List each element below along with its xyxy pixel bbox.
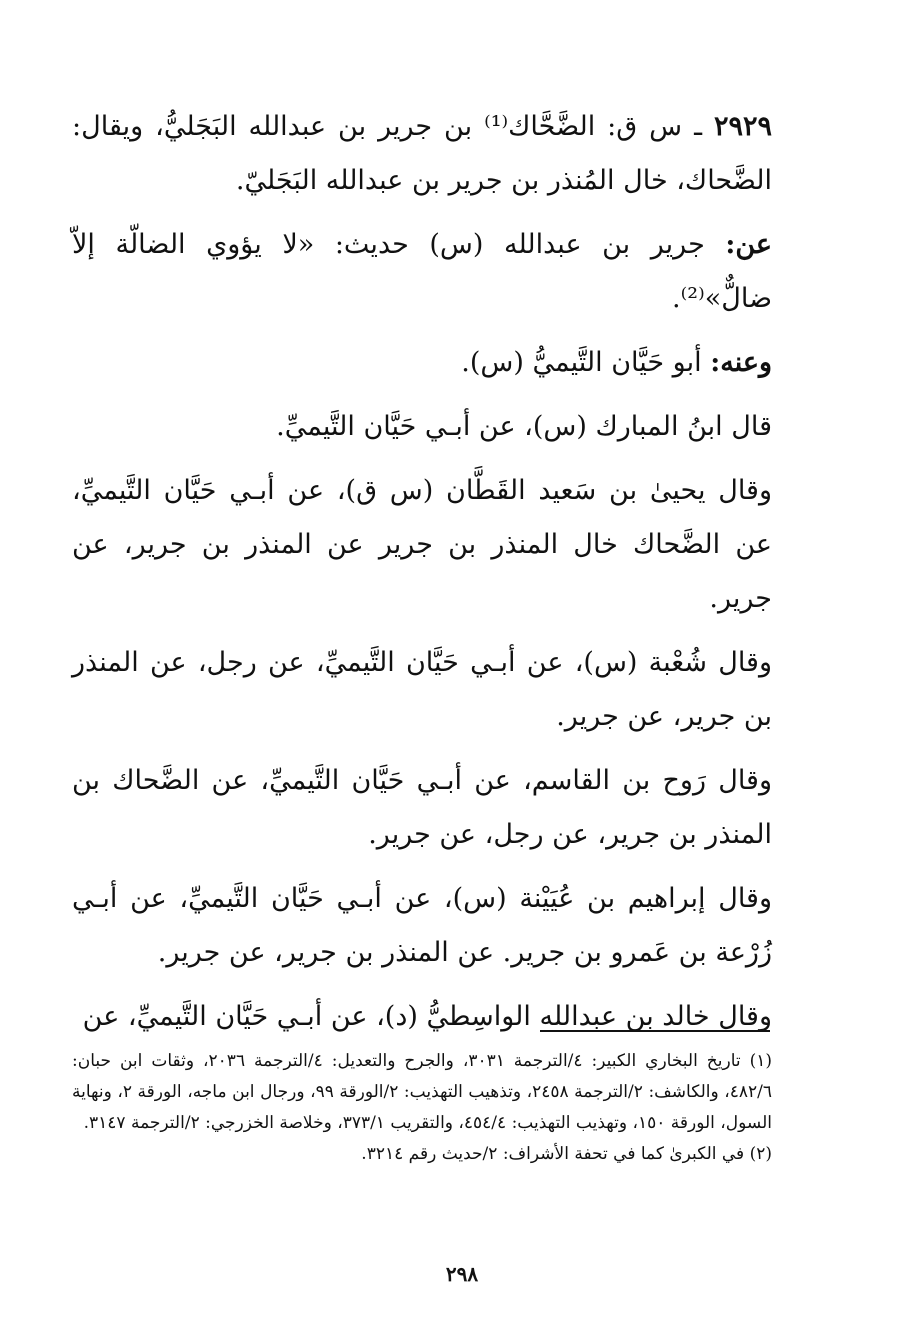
an-paragraph	[72, 218, 772, 326]
wanhu-paragraph	[72, 336, 772, 390]
entry-heading	[72, 100, 772, 208]
paragraph: قال ابنُ المبارك (س)، عن أبـي حَيَّان التَّيميِّ.	[276, 411, 772, 442]
wanhu-label: وعنه:	[710, 347, 772, 378]
paragraph: وقال شُعْبة (س)، عن أبـي حَيَّان التَّيميِّ، عن رجل، عن المنذر بن جرير، عن جرير.	[72, 647, 772, 732]
footnote-divider	[540, 1030, 770, 1032]
footnote: (٢) في الكبرىٰ كما في تحفة الأشراف: ٢/حديث رقم ٣٢١٤.	[361, 1144, 772, 1164]
main-text	[72, 100, 772, 1054]
an-label: عن:	[725, 229, 772, 260]
footnotes	[72, 1046, 772, 1170]
footnote: (١) تاريخ البخاري الكبير: ٤/الترجمة ٣٠٣١، والجرح والتعديل: ٤/الترجمة ٢٠٣٦، وثقات ابن حبان: ٤٨٢/٦، والكاشف: ٢/الترجمة ٢٤٥٨، وتذهيب التهذيب: ٢/الورقة ٩٩، ورجال ابن ماجه، الورقة ٢، ونهاية السول، الورقة ١٥٠، وتهذيب التهذيب: ٤٥٤/٤، والتقريب ٣٧٣/١، وخلاصة الخزرجي: ٢/الترجمة ٣١٤٧.	[72, 1051, 773, 1133]
paragraph: وقال خالد بن عبدالله الواسِطيُّ (د)، عن أبـي حَيَّان التَّيميِّ، عن	[82, 1001, 772, 1032]
page-number: ٢٩٨	[445, 1262, 479, 1286]
wanhu-text: أبو حَيَّان التَّيميُّ (س).	[461, 347, 702, 378]
paragraph: وقال إبراهيم بن عُيَيْنة (س)، عن أبـي حَيَّان التَّيميِّ، عن أبـي زُرْعة بن عَمرو بن جرير. عن المنذر بن جرير، عن جرير.	[72, 883, 772, 968]
paragraph: وقال يحيىٰ بن سَعيد القَطَّان (س ق)، عن أبـي حَيَّان التَّيميِّ، عن الضَّحاك خال المنذر بن جرير عن المنذر بن جرير، عن جرير.	[72, 475, 772, 614]
entry-text: ـ س ق: الضَّحَّاك⁽¹⁾ بن جرير بن عبدالله البَجَليُّ، ويقال: الضَّحاك، خال المُنذر بن جرير بن عبدالله البَجَليّ.	[72, 111, 772, 196]
an-text: جرير بن عبدالله (س) حديث: «لا يؤوي الضالّة إلاّ ضالٌّ»⁽²⁾.	[72, 229, 772, 314]
entry-number: ٢٩٢٩	[713, 111, 772, 142]
paragraph: وقال رَوح بن القاسم، عن أبـي حَيَّان التَّيميِّ، عن الضَّحاك بن المنذر بن جرير، عن رجل، عن جرير.	[72, 765, 772, 850]
